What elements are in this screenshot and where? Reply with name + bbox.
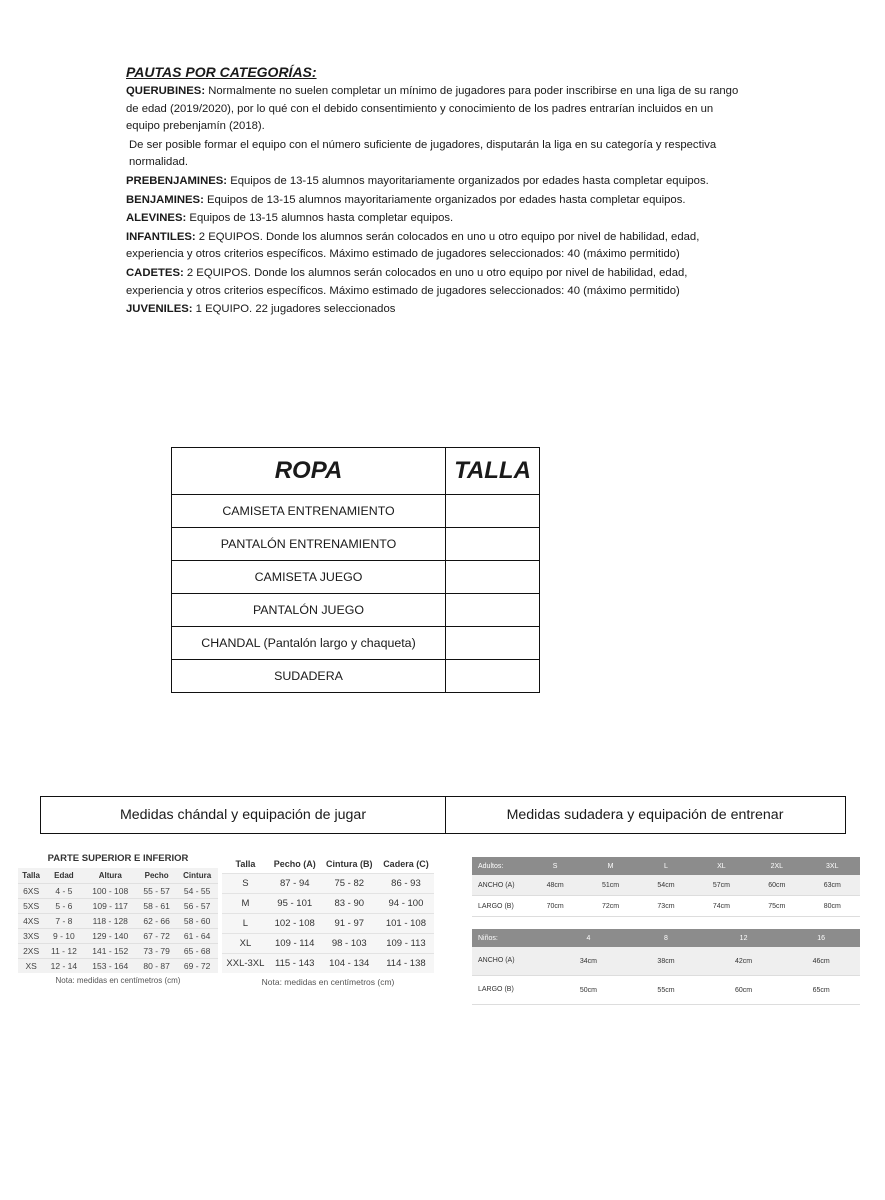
cell: 87 - 94 [269, 874, 321, 894]
table-row [172, 528, 540, 561]
cell: 5XS [18, 899, 44, 914]
cell: 94 - 100 [378, 894, 434, 914]
measures-match-kit-label: Medidas chándal y equipación de jugar [41, 797, 446, 833]
cell: 102 - 108 [269, 914, 321, 934]
column-header: Talla [222, 855, 269, 874]
cell: 58 - 60 [176, 914, 218, 929]
size-input-cell[interactable] [446, 495, 540, 528]
cell: 63cm [805, 875, 860, 896]
size-input-cell[interactable] [446, 528, 540, 561]
alevines-label: ALEVINES: [126, 212, 187, 225]
cell: 60cm [705, 976, 783, 1005]
cell: 57cm [694, 875, 749, 896]
cell: 83 - 90 [321, 894, 378, 914]
querubines-paragraph-2: De ser posible formar el equipo con el número suficiente de jugadores, disputarán la liga en su categoría y respectiva normalidad. [129, 138, 717, 169]
garment-cell: PANTALÓN ENTRENAMIENTO [172, 528, 446, 561]
infantiles-text: 2 EQUIPOS. Donde los alumnos serán colocados en uno u otro equipo por nivel de habilidad, edad, experiencia y otros criterios específicos. Máximo estimado de jugadores seleccionados: 40 (máximo permitido) [126, 230, 700, 261]
cell: 101 - 108 [378, 914, 434, 934]
table-row [18, 884, 218, 899]
alevines-paragraph [126, 210, 746, 228]
size-input-cell[interactable] [446, 594, 540, 627]
cell: 80 - 87 [137, 959, 176, 974]
table-row [222, 894, 434, 914]
cell: S [527, 857, 582, 875]
juveniles-paragraph [126, 301, 746, 319]
cell: 46cm [782, 947, 860, 976]
cell: 48cm [527, 875, 582, 896]
cell: 118 - 128 [84, 914, 137, 929]
measures-header [40, 796, 846, 834]
cell: 72cm [583, 896, 638, 917]
cell: 50cm [550, 976, 628, 1005]
table-row [472, 947, 860, 976]
cadetes-paragraph [126, 265, 746, 300]
cell: 129 - 140 [84, 929, 137, 944]
cell: 12 [705, 929, 783, 947]
cell: 75 - 82 [321, 874, 378, 894]
juveniles-text: 1 EQUIPO. 22 jugadores seleccionados [192, 303, 396, 316]
column-header: Pecho (A) [269, 855, 321, 874]
table-row [222, 954, 434, 974]
infantiles-paragraph [126, 229, 746, 264]
table-row [222, 874, 434, 894]
size-input-cell[interactable] [446, 627, 540, 660]
cell: 109 - 114 [269, 934, 321, 954]
measures-training-kit-label: Medidas sudadera y equipación de entrenar [506, 807, 784, 823]
cell: S [222, 874, 269, 894]
cell: 114 - 138 [378, 954, 434, 974]
cell: LARGO (B) [472, 976, 550, 1005]
cell: 4 - 5 [44, 884, 83, 899]
kids-chart-note: Nota: medidas en centímetros (cm) [18, 973, 218, 987]
cell: 109 - 117 [84, 899, 137, 914]
querubines-text: Normalmente no suelen completar un mínimo de jugadores para poder inscribirse en una liga de su rango de edad (2019/2020), por lo qué con el debido consentimiento y conocimiento de los padres entrarían incluidos en un equipo prebenjamín (2018). [126, 85, 739, 133]
guidelines-title: PAUTAS POR CATEGORÍAS: [126, 64, 317, 80]
clothing-size-form [171, 447, 540, 693]
cell: 42cm [705, 947, 783, 976]
cell: 73cm [638, 896, 693, 917]
prebenjamines-label: PREBENJAMINES: [126, 174, 228, 187]
kids-header-row [472, 929, 860, 947]
table-row [18, 914, 218, 929]
table-row [18, 944, 218, 959]
querubines-paragraph [126, 83, 746, 136]
garment-cell: CAMISETA ENTRENAMIENTO [172, 495, 446, 528]
cell: 153 - 164 [84, 959, 137, 974]
garment-cell: CHANDAL (Pantalón largo y chaqueta) [172, 627, 446, 660]
sweatshirt-size-chart [472, 857, 860, 1005]
cell: 12 - 14 [44, 959, 83, 974]
cell: M [222, 894, 269, 914]
adult-chart-note: Nota: medidas en centímetros (cm) [222, 973, 434, 989]
cell: 100 - 108 [84, 884, 137, 899]
cell: 95 - 101 [269, 894, 321, 914]
garment-cell: CAMISETA JUEGO [172, 561, 446, 594]
querubines-label: QUERUBINES: [126, 85, 206, 97]
size-input-cell[interactable] [446, 561, 540, 594]
cell: XL [694, 857, 749, 875]
table-row [172, 594, 540, 627]
cell: L [222, 914, 269, 934]
cell: Niños: [472, 929, 550, 947]
column-header: Talla [22, 871, 40, 880]
cell: Adultos: [472, 857, 527, 875]
cell: 7 - 8 [44, 914, 83, 929]
cell: 73 - 79 [137, 944, 176, 959]
kids-chart-title: PARTE SUPERIOR E INFERIOR [18, 847, 218, 868]
ropa-header: ROPA [172, 448, 446, 495]
cell: 9 - 10 [44, 929, 83, 944]
table-row [472, 896, 860, 917]
cell: 2XS [18, 944, 44, 959]
talla-header: TALLA [446, 448, 540, 495]
cell: 70cm [527, 896, 582, 917]
cell: M [583, 857, 638, 875]
table-row [222, 914, 434, 934]
kids-size-chart [18, 847, 218, 987]
alevines-text: Equipos de 13-15 alumnos hasta completar equipos. [186, 212, 454, 225]
cell: 86 - 93 [378, 874, 434, 894]
cell: 3XS [18, 929, 44, 944]
cell: 58 - 61 [137, 899, 176, 914]
cell: 55 - 57 [137, 884, 176, 899]
benjamines-label: BENJAMINES: [126, 193, 204, 206]
benjamines-paragraph [126, 192, 746, 210]
juveniles-label: JUVENILES: [126, 303, 193, 316]
table-row [222, 934, 434, 954]
cell: ANCHO (A) [472, 947, 550, 976]
cell: 4XS [18, 914, 44, 929]
category-guidelines [126, 64, 746, 320]
prebenjamines-text: Equipos de 13-15 alumnos mayoritariamente organizados por edades hasta completar equipos. [227, 174, 709, 187]
cell: 5 - 6 [44, 899, 83, 914]
cell: 54cm [638, 875, 693, 896]
cell: 65cm [782, 976, 860, 1005]
cell: 65 - 68 [176, 944, 218, 959]
cell: 16 [782, 929, 860, 947]
cell: 80cm [805, 896, 860, 917]
cell: 91 - 97 [321, 914, 378, 934]
cell: 104 - 134 [321, 954, 378, 974]
cell: XL [222, 934, 269, 954]
cell: 115 - 143 [269, 954, 321, 974]
cell: 74cm [694, 896, 749, 917]
cell: 11 - 12 [44, 944, 83, 959]
cell: 51cm [583, 875, 638, 896]
cell: ANCHO (A) [472, 875, 527, 896]
cell: 6XS [18, 884, 44, 899]
cell: 75cm [749, 896, 804, 917]
adults-header-row [472, 857, 860, 875]
garment-cell: PANTALÓN JUEGO [172, 594, 446, 627]
cell: 69 - 72 [176, 959, 218, 974]
cell: 38cm [627, 947, 705, 976]
cell: XXL-3XL [222, 954, 269, 974]
benjamines-text: Equipos de 13-15 alumnos mayoritariamente organizados por edades hasta completar equipos. [203, 193, 686, 206]
table-row [172, 561, 540, 594]
cell: XS [18, 959, 44, 974]
cadetes-label: CADETES: [126, 266, 184, 279]
cell: 60cm [749, 875, 804, 896]
cell: 141 - 152 [84, 944, 137, 959]
cell: 2XL [749, 857, 804, 875]
garment-cell: SUDADERA [172, 660, 446, 693]
table-row [172, 660, 540, 693]
column-header: Pecho [144, 871, 169, 880]
cell: 8 [627, 929, 705, 947]
adult-size-chart [222, 855, 434, 989]
cell: 98 - 103 [321, 934, 378, 954]
cell: 61 - 64 [176, 929, 218, 944]
table-row [172, 495, 540, 528]
cell: 4 [550, 929, 628, 947]
cell: 62 - 66 [137, 914, 176, 929]
column-header: Cadera (C) [378, 855, 434, 874]
size-input-cell[interactable] [446, 660, 540, 693]
cell: 67 - 72 [137, 929, 176, 944]
cell: 3XL [805, 857, 860, 875]
cell: LARGO (B) [472, 896, 527, 917]
table-row [172, 627, 540, 660]
cell: 56 - 57 [176, 899, 218, 914]
column-header: Cintura (B) [321, 855, 378, 874]
table-row [472, 875, 860, 896]
cell: 109 - 113 [378, 934, 434, 954]
cell: 34cm [550, 947, 628, 976]
column-header: Cintura [183, 871, 212, 880]
table-row [18, 899, 218, 914]
table-row [18, 929, 218, 944]
cell: 55cm [627, 976, 705, 1005]
cell: L [638, 857, 693, 875]
table-row [472, 976, 860, 1005]
prebenjamines-paragraph [126, 173, 746, 191]
cell: 54 - 55 [176, 884, 218, 899]
table-row [18, 959, 218, 974]
cadetes-text: 2 EQUIPOS. Donde los alumnos serán colocados en uno u otro equipo por nivel de habilidad, edad, experiencia y otros criterios específicos. Máximo estimado de jugadores seleccionados: 40 (máximo permitido) [126, 266, 688, 297]
column-header: Altura [98, 871, 122, 880]
infantiles-label: INFANTILES: [126, 230, 196, 243]
column-header: Edad [54, 871, 74, 880]
